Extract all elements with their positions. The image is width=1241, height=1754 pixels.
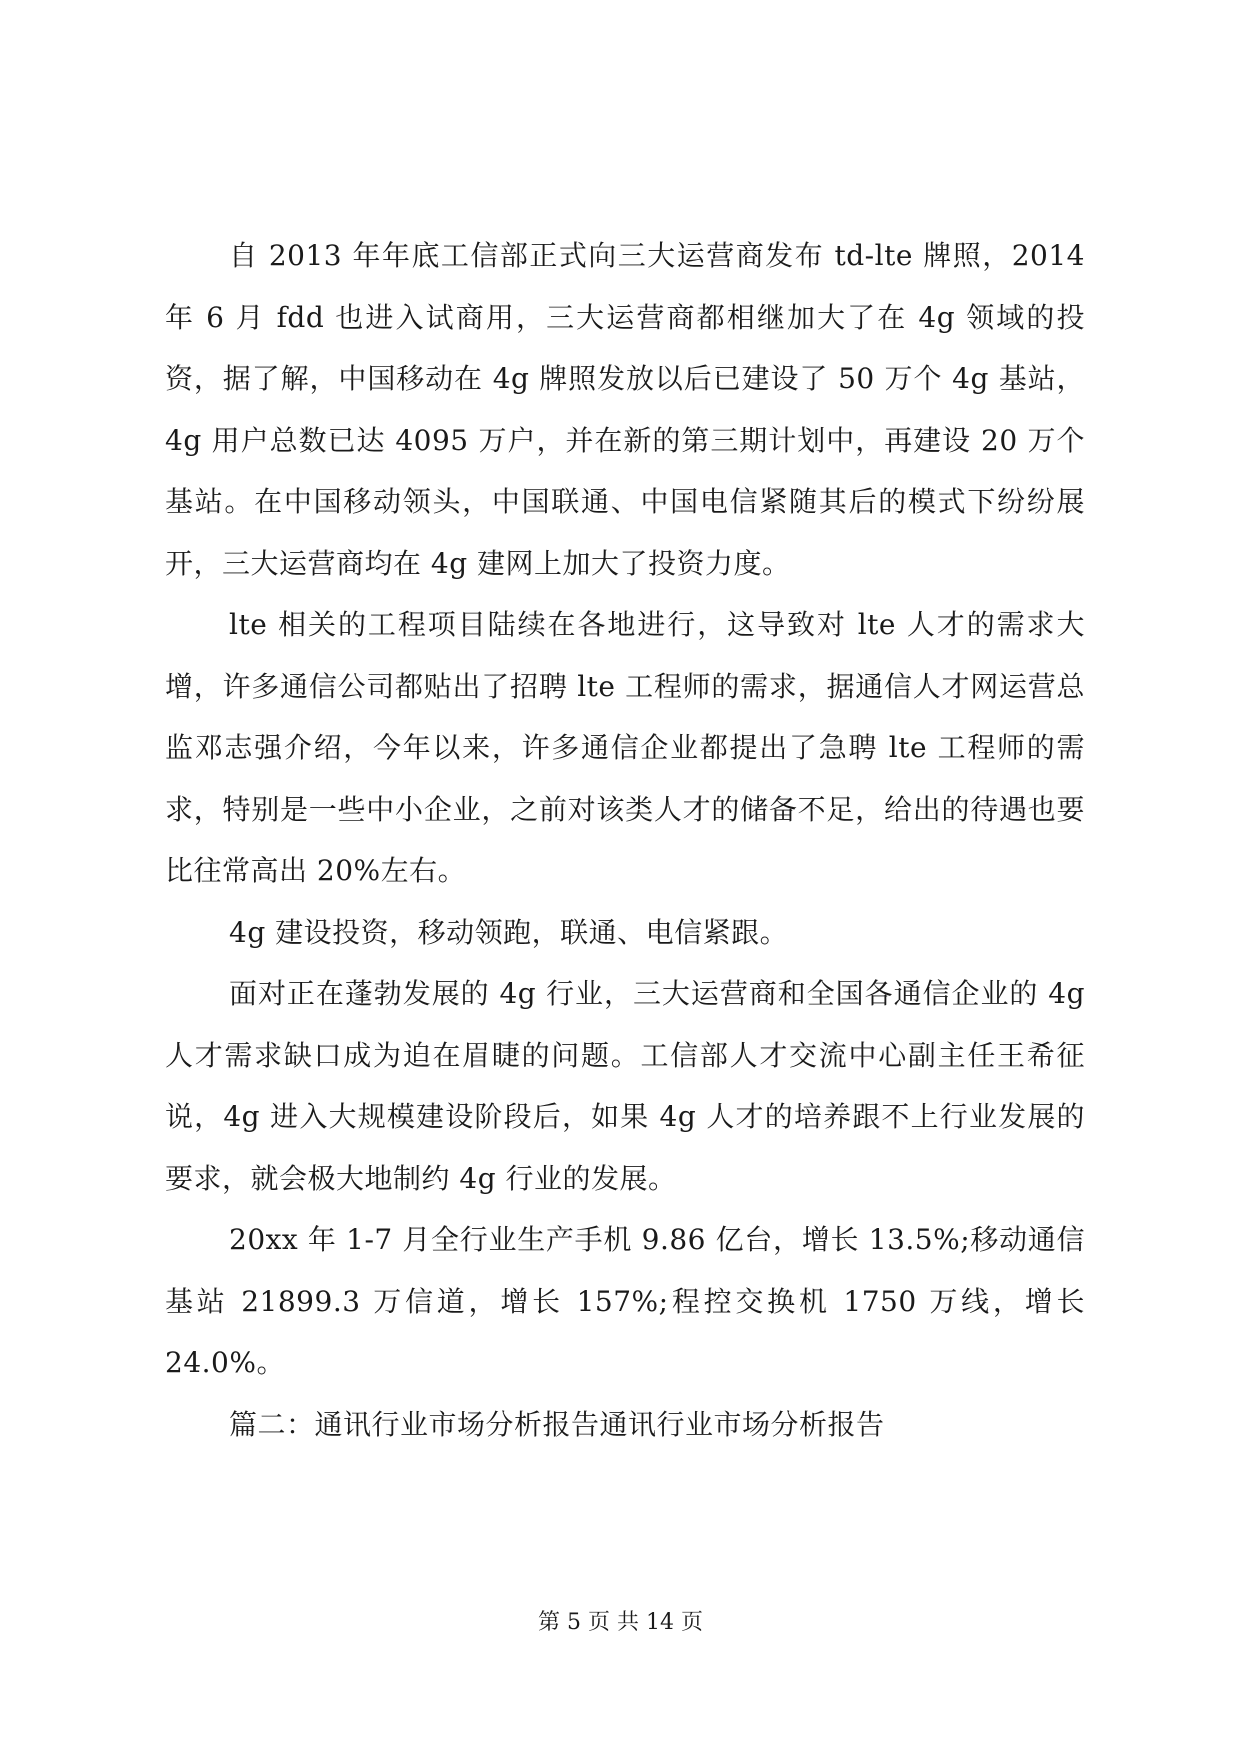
- document-body: [165, 225, 1085, 1455]
- paragraph-2: lte 相关的工程项目陆续在各地进行，这导致对 lte 人才的需求大增，许多通信公司都贴出了招聘 lte 工程师的需求，据通信人才网运营总监邓志强介绍，今年以来，许多通信企业都提出了急聘 lte 工程师的需求，特别是一些中小企业，之前对该类人才的储备不足，给出的待遇也要比往常高出 20%左右。: [165, 608, 1085, 887]
- paragraph-1: 自 2013 年年底工信部正式向三大运营商发布 td-lte 牌照，2014 年 6 月 fdd 也进入试商用，三大运营商都相继加大了在 4g 领域的投资，据了解，中国移动在 4g 牌照发放以后已建设了 50 万个 4g 基站，4g 用户总数已达 4095 万户，并在新的第三期计划中，再建设 20 万个基站。在中国移动领头，中国联通、中国电信紧随其后的模式下纷纷展开，三大运营商均在 4g 建网上加大了投资力度。: [165, 239, 1085, 580]
- paragraph-6: 篇二：通讯行业市场分析报告通讯行业市场分析报告: [229, 1407, 885, 1441]
- paragraph-5: 20xx 年 1-7 月全行业生产手机 9.86 亿台，增长 13.5%;移动通信基站 21899.3 万信道，增长 157%;程控交换机 1750 万线，增长 24.0%。: [165, 1223, 1085, 1379]
- paragraph-4: 面对正在蓬勃发展的 4g 行业，三大运营商和全国各通信企业的 4g 人才需求缺口成为迫在眉睫的问题。工信部人才交流中心副主任王希征说，4g 进入大规模建设阶段后，如果 4g 人才的培养跟不上行业发展的要求，就会极大地制约 4g 行业的发展。: [165, 977, 1085, 1195]
- page-number-footer: 第 5 页 共 14 页: [538, 1610, 703, 1635]
- paragraph-3: 4g 建设投资，移动领跑，联通、电信紧跟。: [229, 915, 789, 949]
